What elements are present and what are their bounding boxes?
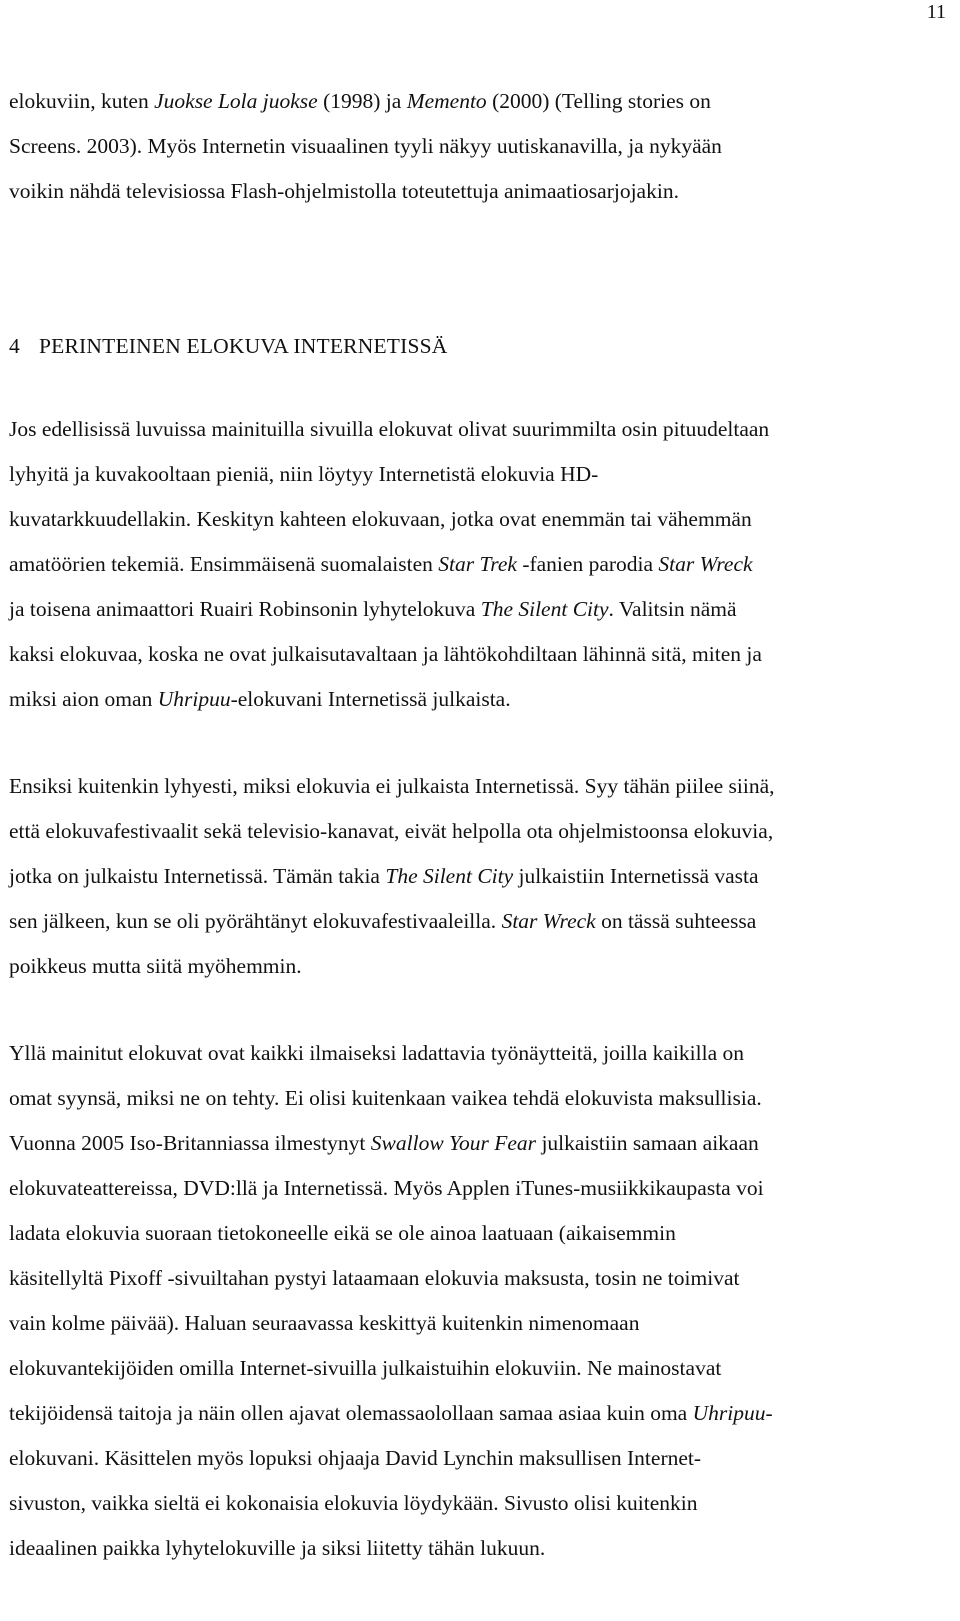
paragraph-3 [9,1031,949,1571]
text-line: vain kolme päivää). Haluan seuraavassa keskittyä kuitenkin nimenomaan [9,1311,640,1335]
text-line: Ensiksi kuitenkin lyhyesti, miksi elokuvia ei julkaista Internetissä. Syy tähän piilee siinä, [9,774,775,798]
text-line: elokuviin, kuten Juokse Lola juokse (1998) ja Memento (2000) (Telling stories on [9,89,711,113]
section-number: 4 [9,334,20,358]
film-title: Uhripuu [157,687,231,711]
paragraph-1 [9,407,949,722]
text-line: sen jälkeen, kun se oli pyörähtänyt elokuvafestivaaleilla. Star Wreck on tässä suhteessa [9,909,757,933]
text-line: elokuvateattereissa, DVD:llä ja Internetissä. Myös Applen iTunes-musiikkikaupasta voi [9,1176,764,1200]
film-title: The Silent City [385,864,514,888]
section-heading [9,324,949,369]
section-title: PERINTEINEN ELOKUVA INTERNETISSÄ [39,334,448,358]
film-title: Star Wreck [501,909,596,933]
text-line: Yllä mainitut elokuvat ovat kaikki ilmaiseksi ladattavia työnäytteitä, joilla kaikilla on [9,1041,744,1065]
text-line: omat syynsä, miksi ne on tehty. Ei olisi kuitenkaan vaikea tehdä elokuvista maksullisia. [9,1086,762,1110]
text-line: että elokuvafestivaalit sekä televisio-kanavat, eivät helpolla ota ohjelmistoonsa elokuvia, [9,819,774,843]
text-line: kaksi elokuvaa, koska ne ovat julkaisutavaltaan ja lähtökohdiltaan lähinnä sitä, miten ja [9,642,762,666]
film-title: Swallow Your Fear [370,1131,537,1155]
film-title: Star Trek [438,552,517,576]
text-line: Jos edellisissä luvuissa mainituilla sivuilla elokuvat olivat suurimmilta osin pituudeltaan [9,417,770,441]
text-line: Vuonna 2005 Iso-Britanniassa ilmestynyt Swallow Your Fear julkaistiin samaan aikaan [9,1131,759,1155]
film-title: Star Wreck [658,552,753,576]
text-line: sivuston, vaikka sieltä ei kokonaisia elokuvia löydykään. Sivusto olisi kuitenkin [9,1491,698,1515]
text-line: voikin nähdä televisiossa Flash-ohjelmistolla toteutettuja animaatiosarjojakin. [9,179,679,203]
text-line: ideaalinen paikka lyhytelokuville ja siksi liitetty tähän lukuun. [9,1536,546,1560]
text-line: elokuvani. Käsittelen myös lopuksi ohjaaja David Lynchin maksullisen Internet- [9,1446,702,1470]
page-content [9,79,949,1571]
text-line: elokuvantekijöiden omilla Internet-sivuilla julkaistuihin elokuviin. Ne mainostavat [9,1356,722,1380]
intro-paragraph [9,79,949,214]
text-line: lyhyitä ja kuvakooltaan pieniä, niin löytyy Internetistä elokuvia HD- [9,462,599,486]
text-line: käsitellyltä Pixoff -sivuiltahan pystyi lataamaan elokuvia maksusta, tosin ne toimivat [9,1266,740,1290]
text-line: miksi aion oman Uhripuu-elokuvani Internetissä julkaista. [9,687,511,711]
text-line: ladata elokuvia suoraan tietokoneelle eikä se ole ainoa laatuaan (aikaisemmin [9,1221,676,1245]
film-title: The Silent City [480,597,609,621]
text-line: kuvatarkkuudellakin. Keskityn kahteen elokuvaan, jotka ovat enemmän tai vähemmän [9,507,752,531]
text-line: poikkeus mutta siitä myöhemmin. [9,954,302,978]
page-number: 11 [926,1,946,23]
paragraph-2 [9,764,949,989]
film-title: Memento [406,89,487,113]
text-line: tekijöidensä taitoja ja näin ollen ajavat olemassaolollaan samaa asiaa kuin oma Uhripuu- [9,1401,773,1425]
text-line: amatöörien tekemiä. Ensimmäisenä suomalaisten Star Trek -fanien parodia Star Wreck [9,552,753,576]
text-line: jotka on julkaistu Internetissä. Tämän takia The Silent City julkaistiin Internetissä vasta [9,864,759,888]
text-line: ja toisena animaattori Ruairi Robinsonin lyhytelokuva The Silent City. Valitsin nämä [9,597,737,621]
text-line: Screens. 2003). Myös Internetin visuaalinen tyyli näkyy uutiskanavilla, ja nykyään [9,134,722,158]
film-title: Uhripuu [692,1401,766,1425]
film-title: Juokse Lola juokse [154,89,318,113]
